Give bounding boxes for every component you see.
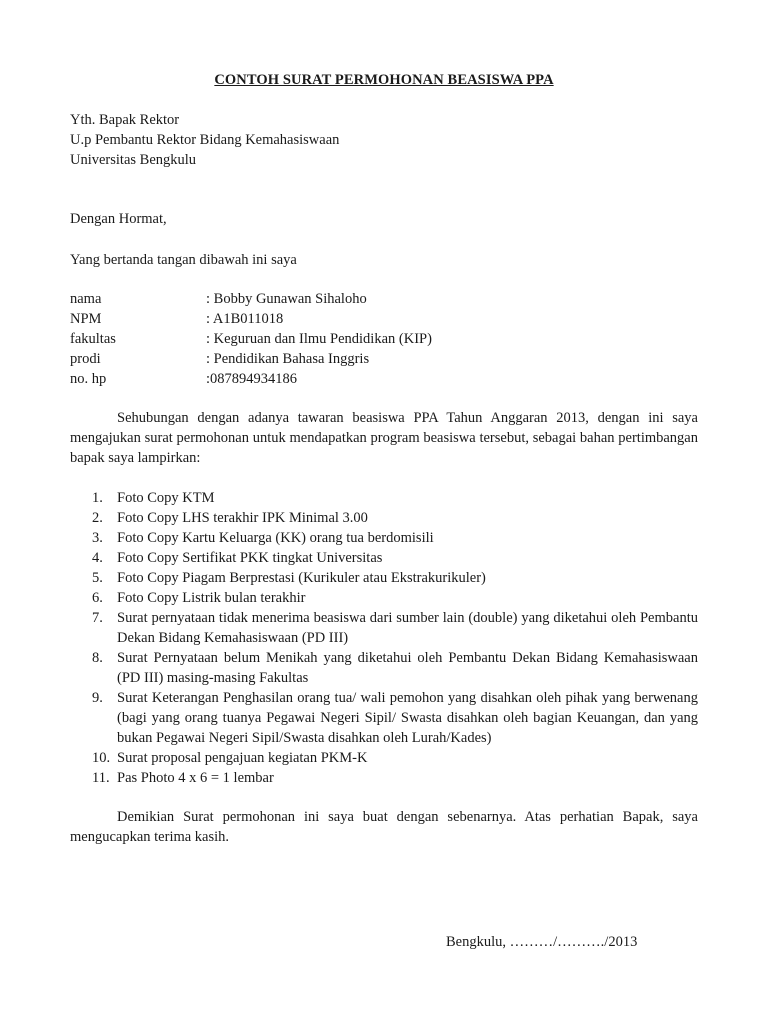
list-item (70, 528, 698, 548)
list-item-text: Foto Copy Listrik bulan terakhir (117, 590, 306, 606)
list-item-text: Foto Copy Sertifikat PKK tingkat Universitas (117, 550, 383, 566)
list-number: 4. (92, 550, 103, 566)
list-item-text: Pas Photo 4 x 6 = 1 lembar (117, 770, 274, 786)
field-label: nama (70, 291, 102, 307)
list-item-text: Surat pernyataan tidak menerima beasiswa dari sumber lain (double) yang diketahui oleh Pembantu Dekan Bidang Kemahasiswaan (PD III) (117, 610, 698, 646)
intro (70, 250, 698, 270)
letter-title: CONTOH SURAT PERMOHONAN BEASISWA PPA (214, 72, 554, 88)
list-number: 11. (92, 770, 110, 786)
list-item (70, 648, 698, 688)
list-item (70, 548, 698, 568)
list-item-text: Foto Copy Kartu Keluarga (KK) orang tua berdomisili (117, 530, 434, 546)
recipient-address (70, 110, 698, 170)
applicant-fields (70, 289, 698, 389)
field-row-no-hp (70, 369, 698, 389)
closing-paragraph: Demikian Surat permohonan ini saya buat dengan sebenarnya. Atas perhatian Bapak, saya mengucapkan terima kasih. (70, 809, 698, 845)
list-item (70, 608, 698, 648)
field-value: : Pendidikan Bahasa Inggris (206, 351, 370, 367)
list-item (70, 748, 698, 768)
body-paragraph: Sehubungan dengan adanya tawaran beasiswa PPA Tahun Anggaran 2013, dengan ini saya mengajukan surat permohonan untuk mendapatkan program beasiswa tersebut, sebagai bahan pertimbangan bapak saya lampirkan: (70, 410, 698, 466)
list-item-text: Foto Copy Piagam Berprestasi (Kurikuler atau Ekstrakurikuler) (117, 570, 486, 586)
field-value: : A1B011018 (206, 311, 284, 327)
date-line: Bengkulu, ………/………./2013 (446, 934, 638, 950)
letter-page (70, 0, 698, 1024)
list-item (70, 588, 698, 608)
list-item-text: Surat Keterangan Penghasilan orang tua/ wali pemohon yang disahkan oleh pihak yang berwenang (bagi yang orang tuanya Pegawai Negeri Sipil/ Swasta disahkan oleh bagian Keuangan, dan yang bukan Pegawai Negeri Sipil/Swasta disahkan oleh Lurah/Kades) (117, 690, 698, 746)
field-row-npm (70, 309, 698, 329)
attachment-list (70, 488, 698, 788)
list-item (70, 768, 698, 788)
field-value: :087894934186 (206, 371, 298, 387)
list-item (70, 688, 698, 748)
list-item-text: Surat proposal pengajuan kegiatan PKM-K (117, 750, 368, 766)
recipient-line-3: Universitas Bengkulu (70, 152, 197, 168)
recipient-line-1: Yth. Bapak Rektor (70, 112, 180, 128)
list-item-text: Surat Pernyataan belum Menikah yang diketahui oleh Pembantu Dekan Bidang Kemahasiswaan (PD III) masing-masing Fakultas (117, 650, 698, 686)
list-number: 8. (92, 650, 103, 666)
list-number: 9. (92, 690, 103, 706)
list-item (70, 568, 698, 588)
list-item-text: Foto Copy KTM (117, 490, 215, 506)
field-label: fakultas (70, 331, 116, 347)
field-value: : Bobby Gunawan Sihaloho (206, 291, 367, 307)
list-number: 6. (92, 590, 103, 606)
list-number: 3. (92, 530, 103, 546)
intro-text: Yang bertanda tangan dibawah ini saya (70, 252, 297, 268)
field-label: NPM (70, 311, 102, 327)
list-item (70, 488, 698, 508)
list-number: 5. (92, 570, 103, 586)
list-number: 10. (92, 750, 111, 766)
field-row-prodi (70, 349, 698, 369)
field-row-fakultas (70, 329, 698, 349)
greeting (70, 209, 698, 229)
list-number: 2. (92, 510, 103, 526)
recipient-line-2: U.p Pembantu Rektor Bidang Kemahasiswaan (70, 132, 340, 148)
list-number: 7. (92, 610, 103, 626)
greeting-text: Dengan Hormat, (70, 211, 167, 227)
list-item-text: Foto Copy LHS terakhir IPK Minimal 3.00 (117, 510, 368, 526)
field-label: no. hp (70, 371, 107, 387)
list-number: 1. (92, 490, 103, 506)
list-item (70, 508, 698, 528)
field-value: : Keguruan dan Ilmu Pendidikan (KIP) (206, 331, 432, 347)
field-label: prodi (70, 351, 101, 367)
field-row-nama (70, 289, 698, 309)
